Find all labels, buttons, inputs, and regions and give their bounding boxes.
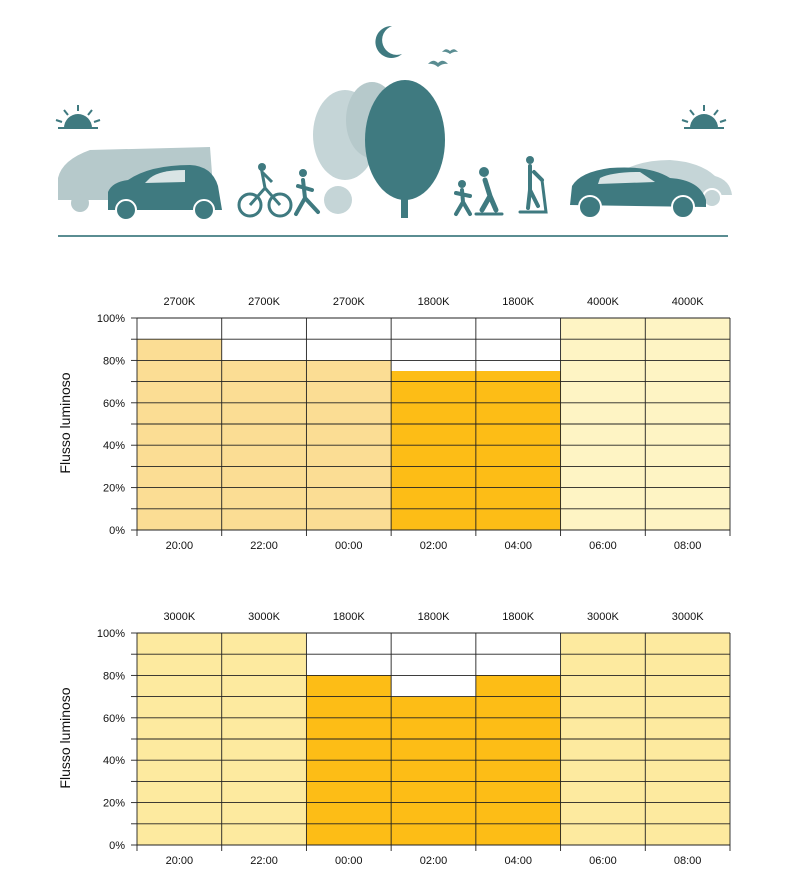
color-temperature-label: 1800K bbox=[417, 296, 450, 308]
color-temperature-label: 1800K bbox=[502, 296, 535, 308]
bar-segment bbox=[391, 371, 476, 530]
light-flux-chart-2 bbox=[0, 600, 800, 885]
color-temperature-label: 3000K bbox=[163, 611, 196, 623]
x-tick-label: 04:00 bbox=[504, 540, 532, 552]
x-tick-label: 20:00 bbox=[165, 855, 194, 867]
x-tick-label: 02:00 bbox=[419, 855, 448, 867]
color-temperature-label: 4000K bbox=[671, 296, 704, 308]
color-temperature-label: 2700K bbox=[332, 296, 365, 308]
x-tick-label: 02:00 bbox=[419, 540, 448, 552]
night-scene-illustration bbox=[0, 0, 800, 250]
y-axis-label: Flusso luminoso bbox=[57, 687, 73, 789]
y-tick-label: 80% bbox=[102, 670, 125, 683]
color-temperature-label: 1800K bbox=[332, 611, 365, 623]
y-tick-label: 20% bbox=[102, 797, 125, 810]
color-temperature-label: 3000K bbox=[671, 611, 704, 623]
scooter-rider-icon bbox=[520, 156, 546, 212]
y-tick-label: 0% bbox=[109, 840, 125, 852]
moon-icon bbox=[375, 26, 402, 58]
x-tick-label: 00:00 bbox=[335, 540, 363, 552]
cyclist-icon bbox=[239, 163, 291, 216]
y-tick-label: 60% bbox=[102, 397, 125, 410]
bar-segment bbox=[137, 339, 222, 530]
color-temperature-label: 3000K bbox=[248, 611, 280, 623]
car-icon bbox=[570, 160, 732, 218]
y-tick-label: 60% bbox=[102, 712, 125, 725]
x-tick-label: 20:00 bbox=[165, 540, 194, 552]
color-temperature-label: 3000K bbox=[587, 611, 619, 623]
sunrise-icon bbox=[682, 105, 726, 128]
y-tick-label: 20% bbox=[102, 482, 125, 495]
child-icon bbox=[456, 180, 470, 214]
y-tick-label: 40% bbox=[102, 440, 125, 453]
x-tick-label: 06:00 bbox=[589, 540, 617, 552]
y-tick-label: 100% bbox=[96, 628, 125, 640]
skateboarder-icon bbox=[476, 167, 502, 214]
y-tick-label: 100% bbox=[96, 313, 125, 325]
bar-segment bbox=[476, 371, 561, 530]
x-tick-label: 06:00 bbox=[589, 855, 617, 867]
x-tick-label: 08:00 bbox=[673, 540, 702, 552]
sunset-icon bbox=[56, 105, 100, 128]
color-temperature-label: 2700K bbox=[163, 296, 196, 308]
x-tick-label: 08:00 bbox=[673, 855, 702, 867]
color-temperature-label: 2700K bbox=[248, 296, 280, 308]
y-tick-label: 40% bbox=[102, 755, 125, 768]
color-temperature-label: 1800K bbox=[417, 611, 450, 623]
color-temperature-label: 4000K bbox=[587, 296, 619, 308]
y-tick-label: 0% bbox=[109, 525, 125, 537]
x-tick-label: 22:00 bbox=[250, 855, 278, 867]
y-tick-label: 80% bbox=[102, 355, 125, 368]
bat-icon bbox=[428, 49, 458, 67]
bar-segment bbox=[391, 697, 476, 845]
tree-icon bbox=[313, 80, 445, 218]
runner-icon bbox=[296, 169, 318, 214]
x-tick-label: 22:00 bbox=[250, 540, 278, 552]
x-tick-label: 00:00 bbox=[335, 855, 363, 867]
y-axis-label: Flusso luminoso bbox=[57, 372, 73, 474]
light-flux-chart-1 bbox=[0, 285, 800, 570]
x-tick-label: 04:00 bbox=[504, 855, 532, 867]
color-temperature-label: 1800K bbox=[502, 611, 535, 623]
